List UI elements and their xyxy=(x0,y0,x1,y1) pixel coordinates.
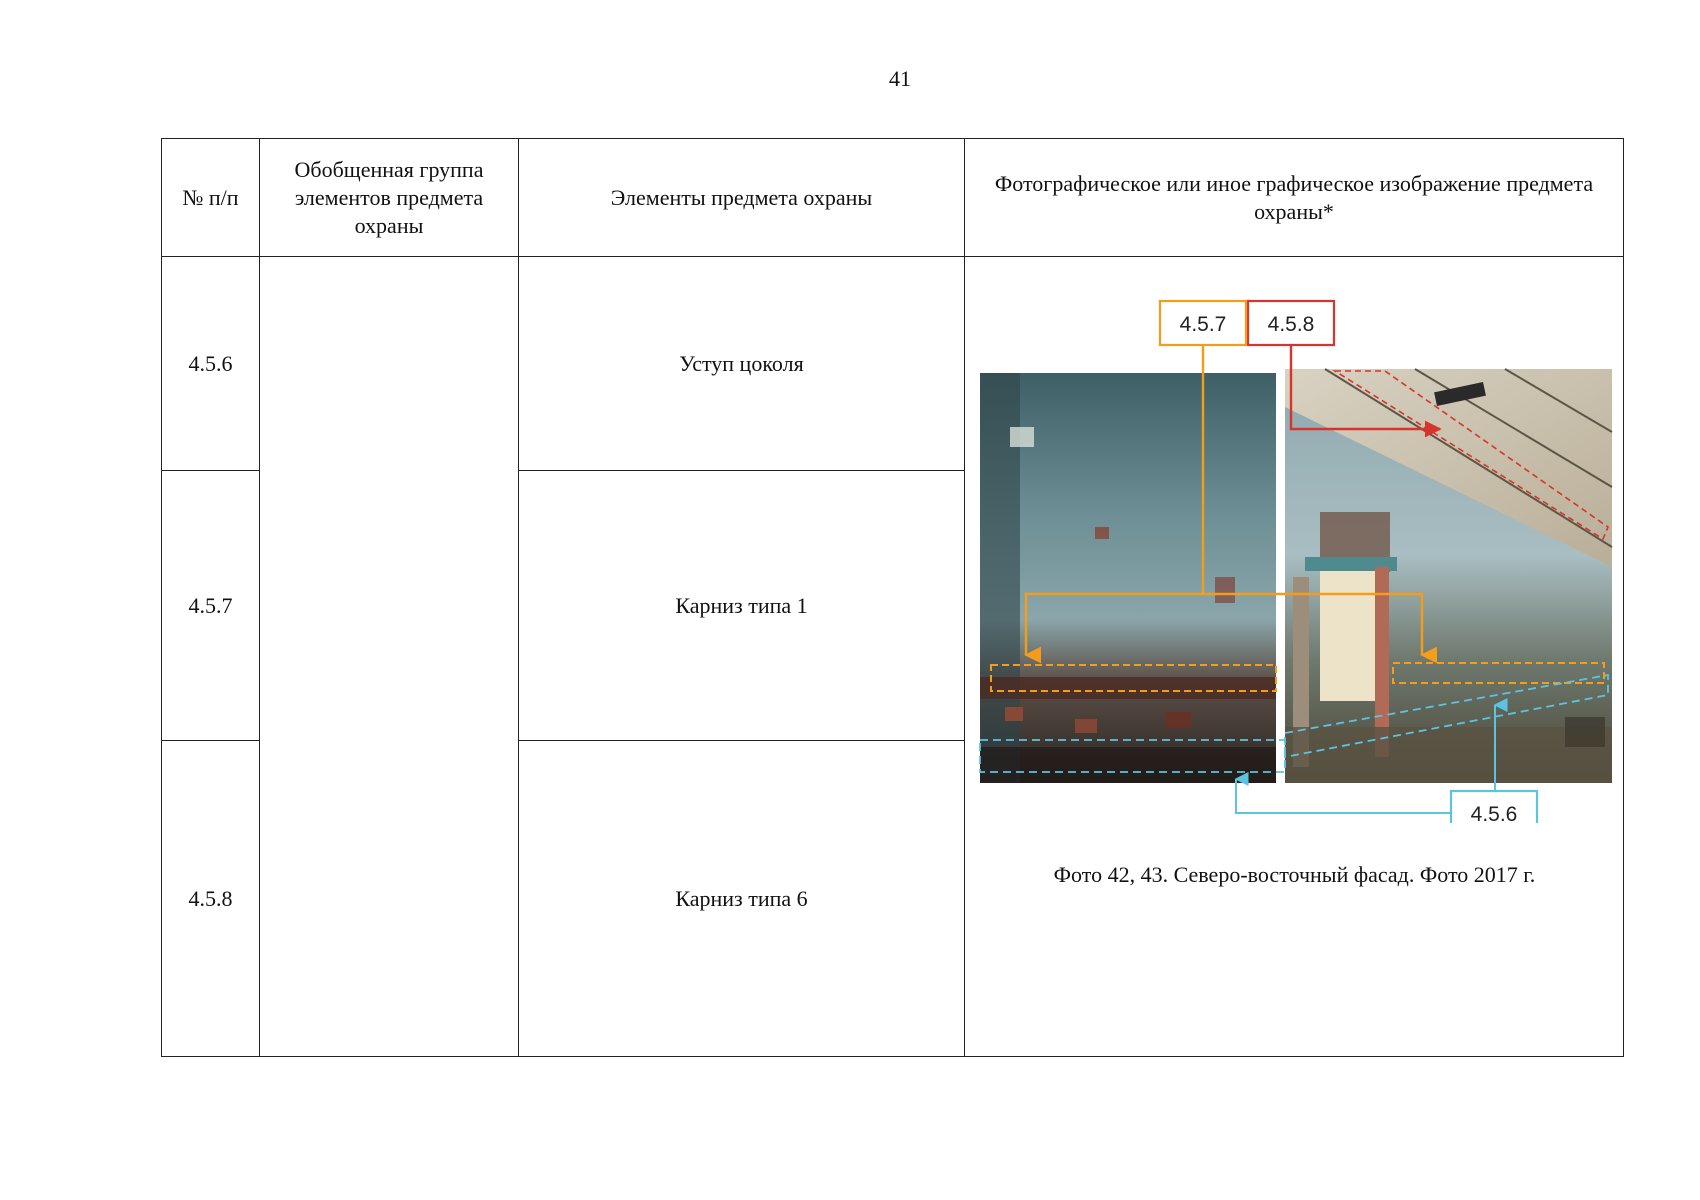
row-element: Карниз типа 6 xyxy=(519,741,965,1057)
row-element: Уступ цоколя xyxy=(519,257,965,471)
table-header-row xyxy=(162,139,1624,257)
header-group: Обобщенная группа элементов предмета охраны xyxy=(260,139,519,257)
label-456: 4.5.6 xyxy=(1470,803,1518,823)
group-cell xyxy=(260,257,519,1057)
label-458: 4.5.8 xyxy=(1267,313,1315,336)
protection-table xyxy=(161,138,1624,1057)
label-457: 4.5.7 xyxy=(1179,313,1227,336)
row-num: 4.5.8 xyxy=(162,741,260,1057)
photo-cell xyxy=(965,257,1624,1057)
header-num: № п/п xyxy=(162,139,260,257)
row-num: 4.5.7 xyxy=(162,471,260,741)
header-elements: Элементы предмета охраны xyxy=(519,139,965,257)
figure-caption: Фото 42, 43. Северо-восточный фасад. Фото 2017 г. xyxy=(1053,862,1536,887)
header-image: Фотографическое или иное графическое изображение предмета охраны* xyxy=(965,139,1624,257)
photo-left xyxy=(980,373,1276,783)
photo-right xyxy=(1285,369,1612,783)
row-num: 4.5.6 xyxy=(162,257,260,471)
table-row xyxy=(162,257,1624,471)
annotated-photo-figure xyxy=(965,257,1624,823)
row-element: Карниз типа 1 xyxy=(519,471,965,741)
page-number: 41 xyxy=(889,66,911,91)
